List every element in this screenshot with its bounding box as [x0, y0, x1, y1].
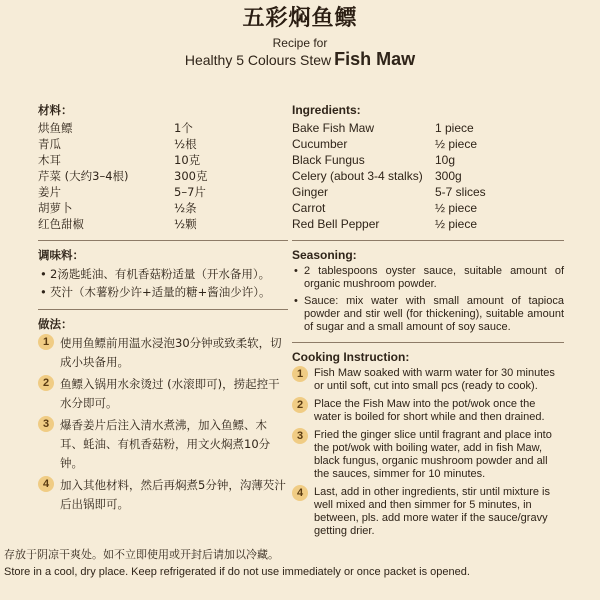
step-text: 加入其他材料，然后再焖煮5分钟，沟薄芡汁后出锅即可。 [60, 478, 286, 511]
seasoning-item: • Sauce: mix water with small amount of tapioca powder and stir well (for thickening), suitable amount of sugar and a small amount of soy sauce. [292, 295, 564, 334]
title-recipe-for: Recipe for [272, 36, 328, 50]
ingredients-heading-en: Ingredients: [292, 103, 361, 117]
method-step [38, 416, 288, 473]
ingredient-qty: 5-7 slices [435, 185, 486, 199]
ingredient-qty: ½ piece [435, 201, 478, 215]
title-english-bold: Fish Maw [334, 49, 416, 69]
ingredient-name: 姜片 [38, 185, 61, 199]
ingredient-qty: ½ piece [435, 137, 478, 151]
ingredient-row [38, 136, 207, 152]
ingredient-name: 芹菜 (大约3–4根) [38, 169, 129, 183]
ingredient-name: 烘鱼鳔 [38, 121, 73, 135]
ingredient-qty: ½颗 [174, 217, 197, 231]
ingredient-name: Bake Fish Maw [292, 121, 375, 135]
step-number-badge: 3 [292, 428, 308, 444]
step-number-badge: 4 [38, 476, 54, 492]
ingredient-row [38, 216, 207, 232]
ingredient-row [292, 152, 486, 168]
ingredient-name: Red Bell Pepper [292, 217, 380, 231]
seasoning-item: • 2汤匙蚝油、有机香菇粉适量（开水备用）。 [38, 265, 288, 283]
ingredient-row [292, 216, 486, 232]
step-text: Place the Fish Maw into the pot/wok once the water is boiled for short while and then drained. [314, 398, 545, 423]
ingredient-row [292, 120, 486, 136]
ingredient-qty: ½ piece [435, 217, 478, 231]
ingredient-qty: 1个 [174, 121, 193, 135]
ingredient-qty: 10g [435, 153, 456, 167]
method-steps-zh [38, 334, 288, 514]
method-step [38, 334, 288, 372]
method-step [292, 367, 564, 393]
step-text: 使用鱼鳔前用温水浸泡30分钟或致柔软，切成小块备用。 [60, 336, 282, 369]
ingredient-name: Celery (about 3-4 stalks) [292, 169, 423, 183]
step-text: Last, add in other ingredients, stir until mixture is well mixed and then simmer for 5 minutes, in between, pls. add more water if the sauce/gravy getting drier. [314, 486, 551, 537]
ingredient-name: 胡萝卜 [38, 201, 73, 215]
step-number-badge: 3 [38, 416, 54, 432]
method-step [292, 429, 564, 481]
ingredient-qty: 5–7片 [174, 185, 206, 199]
seasoning-heading-en: Seasoning: [292, 248, 357, 262]
title-chinese: 五彩焖鱼鳔 [242, 6, 358, 31]
section-divider [292, 342, 564, 343]
seasoning-item: • 芡汁（木薯粉少许+适量的糖+酱油少许）。 [38, 283, 288, 301]
ingredient-row [38, 120, 207, 136]
ingredient-qty: 1 piece [435, 121, 474, 135]
ingredient-row [292, 136, 486, 152]
step-number-badge: 1 [38, 334, 54, 350]
english-recipe-column [292, 102, 564, 543]
recipe-title-block [0, 4, 600, 69]
ingredient-qty: ½条 [174, 201, 197, 215]
method-step [38, 375, 288, 413]
chinese-recipe-column [38, 102, 288, 517]
step-text: Fried the ginger slice until fragrant and place into the pot/wok with boiling water, add in fish Maw, black fungus, organic mushroom powder and all the sauces, simmer for 10 minutes. [314, 429, 552, 480]
ingredient-name: Black Fungus [292, 153, 365, 167]
method-step [38, 476, 288, 514]
storage-note-zh: 存放于阴凉干爽处。如不立即使用或开封后请加以冷藏。 [4, 548, 279, 561]
ingredient-row [292, 200, 486, 216]
method-heading-zh: 做法： [38, 317, 73, 331]
ingredient-name: 青瓜 [38, 137, 61, 151]
storage-note [4, 547, 594, 580]
ingredients-table-en [292, 120, 486, 232]
step-text: 爆香姜片后注入清水煮沸，加入鱼鳔、木耳、蚝油、有机香菇粉，用文火焖煮10分钟。 [60, 418, 271, 470]
seasoning-list-en [292, 265, 564, 334]
title-english [0, 50, 600, 69]
method-step [292, 486, 564, 538]
ingredient-row [38, 152, 207, 168]
ingredient-row [38, 200, 207, 216]
ingredients-heading-zh: 材料： [38, 103, 73, 117]
section-divider [292, 240, 564, 241]
ingredient-row [292, 168, 486, 184]
method-steps-en [292, 367, 564, 538]
ingredient-row [38, 168, 207, 184]
step-text: 鱼鳔入锅用水汆烫过 (水滚即可)，捞起控干水分即可。 [60, 377, 280, 410]
section-divider [38, 240, 288, 241]
ingredient-name: Carrot [292, 201, 326, 215]
section-divider [38, 309, 288, 310]
seasoning-heading-zh: 调味料： [38, 248, 84, 262]
ingredient-qty: 300g [435, 169, 462, 183]
step-number-badge: 2 [38, 375, 54, 391]
step-number-badge: 1 [292, 366, 308, 382]
ingredient-name: 红色甜椒 [38, 217, 84, 231]
step-number-badge: 4 [292, 485, 308, 501]
ingredients-table-zh [38, 120, 207, 232]
seasoning-list-zh [38, 265, 288, 301]
step-number-badge: 2 [292, 397, 308, 413]
ingredient-row [292, 184, 486, 200]
ingredient-qty: 300克 [174, 169, 208, 183]
title-english-prefix: Healthy 5 Colours Stew [184, 52, 332, 68]
method-step [292, 398, 564, 424]
ingredient-name: Cucumber [292, 137, 348, 151]
ingredient-row [38, 184, 207, 200]
ingredient-name: Ginger [292, 185, 329, 199]
ingredient-qty: ½根 [174, 137, 197, 151]
storage-note-en: Store in a cool, dry place. Keep refrigerated if do not use immediately or once packet is opened. [4, 566, 470, 578]
ingredient-name: 木耳 [38, 153, 61, 167]
step-text: Fish Maw soaked with warm water for 30 minutes or until soft, cut into small pcs (ready to cook). [314, 367, 555, 392]
method-heading-en: Cooking Instruction: [292, 350, 410, 364]
seasoning-item: • 2 tablespoons oyster sauce, suitable amount of organic mushroom powder. [292, 265, 564, 291]
ingredient-qty: 10克 [174, 153, 201, 167]
